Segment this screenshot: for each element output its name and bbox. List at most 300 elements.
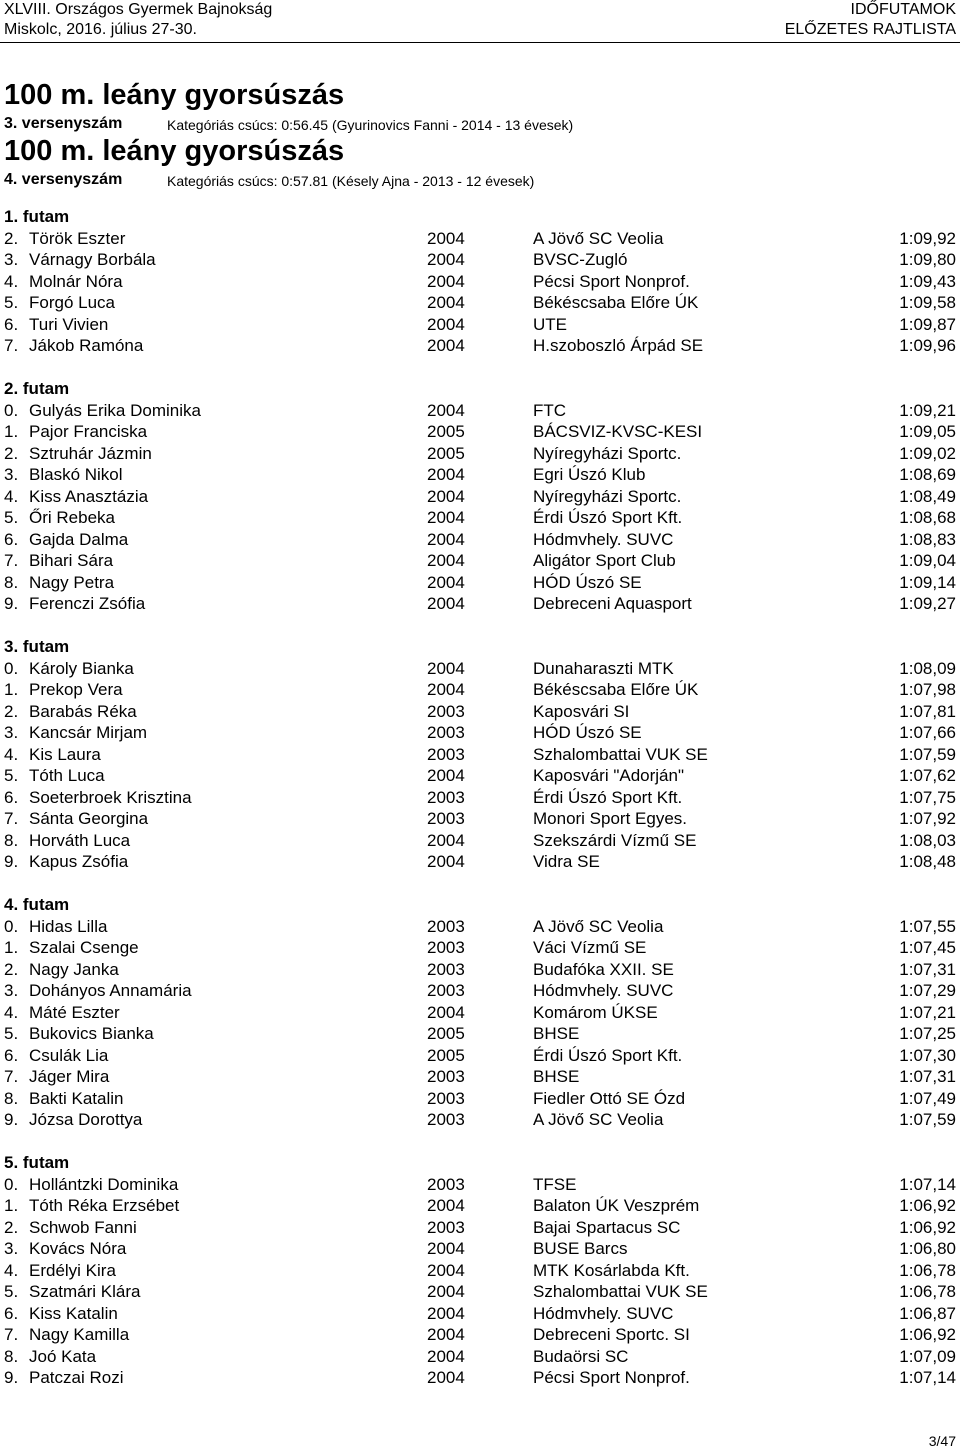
club-name: Vidra SE bbox=[533, 852, 600, 871]
birth-year: 2004 bbox=[427, 852, 465, 871]
club-name: Bajai Spartacus SC bbox=[533, 1217, 681, 1237]
entry-time: 1:06,87 bbox=[899, 1303, 956, 1323]
birth-year: 2004 bbox=[427, 658, 465, 678]
event-number: 4. versenyszám bbox=[4, 171, 123, 188]
birth-year: 2004 bbox=[427, 594, 465, 613]
swimmer-row bbox=[0, 400, 960, 422]
lane-number: 9. bbox=[4, 852, 19, 871]
swimmer-name: Várnagy Borbála bbox=[29, 250, 156, 269]
event-title: 100 m. leány gyorsúszás bbox=[4, 79, 345, 111]
swimmer-row bbox=[0, 550, 960, 572]
swimmer-row bbox=[0, 529, 960, 551]
lane-number: 3. bbox=[4, 1239, 19, 1258]
lane-number: 4. bbox=[4, 1260, 19, 1280]
lane-number: 1. bbox=[4, 680, 19, 699]
club-name: Érdi Úszó Sport Kft. bbox=[533, 787, 683, 807]
lane-number: 7. bbox=[4, 1325, 19, 1344]
heat-block bbox=[0, 1152, 960, 1389]
swimmer-row bbox=[0, 1303, 960, 1325]
swimmer-name: Józsa Dorottya bbox=[29, 1110, 143, 1129]
heat-list bbox=[0, 206, 960, 1410]
swimmer-name: Bihari Sára bbox=[29, 551, 114, 570]
birth-year: 2003 bbox=[427, 938, 465, 957]
lane-number: 9. bbox=[4, 594, 19, 613]
club-name: Békéscsaba Előre ÚK bbox=[533, 680, 699, 699]
club-name: Budaörsi SC bbox=[533, 1346, 629, 1366]
club-name: MTK Kosárlabda Kft. bbox=[533, 1260, 690, 1280]
entry-time: 1:07,14 bbox=[899, 1368, 956, 1387]
entry-time: 1:09,21 bbox=[899, 400, 956, 420]
swimmer-row bbox=[0, 486, 960, 508]
swimmer-row bbox=[0, 1109, 960, 1131]
club-name: Hódmvhely. SUVC bbox=[533, 1303, 674, 1323]
birth-year: 2004 bbox=[427, 400, 465, 420]
entry-time: 1:08,83 bbox=[899, 529, 956, 549]
entry-time: 1:09,58 bbox=[899, 293, 956, 312]
birth-year: 2003 bbox=[427, 744, 465, 764]
swimmer-row bbox=[0, 916, 960, 938]
swimmer-row bbox=[0, 765, 960, 787]
club-name: H.szoboszló Árpád SE bbox=[533, 336, 704, 355]
club-name: BHSE bbox=[533, 1024, 580, 1043]
entry-time: 1:06,80 bbox=[899, 1239, 956, 1258]
club-name: Dunaharaszti MTK bbox=[533, 658, 674, 678]
swimmer-name: Gajda Dalma bbox=[29, 529, 129, 549]
swimmer-row bbox=[0, 314, 960, 336]
lane-number: 8. bbox=[4, 830, 19, 850]
birth-year: 2003 bbox=[427, 1174, 465, 1194]
club-name: Váci Vízmű SE bbox=[533, 938, 647, 957]
lane-number: 9. bbox=[4, 1110, 19, 1129]
club-name: Egri Úszó Klub bbox=[533, 465, 646, 484]
swimmer-name: Gulyás Erika Dominika bbox=[29, 400, 201, 420]
swimmer-name: Kancsár Mirjam bbox=[29, 723, 148, 742]
birth-year: 2004 bbox=[427, 271, 465, 291]
entry-time: 1:08,69 bbox=[899, 465, 956, 484]
swimmer-row bbox=[0, 1045, 960, 1067]
heat-block bbox=[0, 894, 960, 1131]
swimmer-name: Nagy Kamilla bbox=[29, 1325, 130, 1344]
entry-time: 1:08,03 bbox=[899, 830, 956, 850]
competition-venue-date: Miskolc, 2016. július 27-30. bbox=[4, 21, 197, 38]
category-record: Kategóriás csúcs: 0:57.81 (Késely Ajna - 2013 - 12 évesek) bbox=[167, 173, 535, 189]
heat-title: 1. futam bbox=[4, 207, 70, 226]
entry-time: 1:08,48 bbox=[899, 852, 956, 871]
swimmer-name: Szatmári Klára bbox=[29, 1282, 141, 1301]
swimmer-row bbox=[0, 1174, 960, 1196]
swimmer-name: Jáger Mira bbox=[29, 1067, 110, 1086]
entry-time: 1:09,80 bbox=[899, 250, 956, 269]
heat-block bbox=[0, 206, 960, 357]
club-name: Nyíregyházi Sportc. bbox=[533, 486, 682, 506]
lane-number: 3. bbox=[4, 465, 19, 484]
page-header bbox=[0, 0, 960, 42]
swimmer-name: Kovács Nóra bbox=[29, 1239, 127, 1258]
swimmer-row bbox=[0, 1281, 960, 1303]
lane-number: 5. bbox=[4, 1024, 19, 1043]
entry-time: 1:09,43 bbox=[899, 271, 956, 291]
club-name: TFSE bbox=[533, 1174, 577, 1194]
entry-time: 1:09,87 bbox=[899, 314, 956, 334]
document-status: ELŐZETES RAJTLISTA bbox=[784, 21, 956, 38]
lane-number: 7. bbox=[4, 336, 19, 355]
swimmer-name: Dohányos Annamária bbox=[29, 981, 192, 1000]
swimmer-row bbox=[0, 1066, 960, 1088]
entry-time: 1:07,59 bbox=[899, 1110, 956, 1129]
birth-year: 2005 bbox=[427, 422, 465, 441]
club-name: Nyíregyházi Sportc. bbox=[533, 443, 682, 463]
club-name: Hódmvhely. SUVC bbox=[533, 981, 674, 1000]
lane-number: 2. bbox=[4, 959, 19, 979]
swimmer-name: Hollántzki Dominika bbox=[29, 1174, 179, 1194]
birth-year: 2003 bbox=[427, 1088, 465, 1108]
swimmer-row bbox=[0, 1195, 960, 1217]
birth-year: 2003 bbox=[427, 1217, 465, 1237]
club-name: BVSC-Zugló bbox=[533, 250, 628, 269]
swimmer-row bbox=[0, 679, 960, 701]
swimmer-name: Molnár Nóra bbox=[29, 271, 123, 291]
swimmer-row bbox=[0, 443, 960, 465]
birth-year: 2003 bbox=[427, 981, 465, 1000]
club-name: Debreceni Sportc. SI bbox=[533, 1325, 690, 1344]
lane-number: 8. bbox=[4, 572, 19, 592]
entry-time: 1:07,30 bbox=[899, 1045, 956, 1065]
entry-time: 1:07,49 bbox=[899, 1088, 956, 1108]
club-name: Fiedler Ottó SE Ózd bbox=[533, 1088, 686, 1108]
swimmer-row bbox=[0, 658, 960, 680]
swimmer-row bbox=[0, 593, 960, 615]
lane-number: 7. bbox=[4, 1067, 19, 1086]
swimmer-row bbox=[0, 1023, 960, 1045]
birth-year: 2004 bbox=[427, 486, 465, 506]
birth-year: 2003 bbox=[427, 787, 465, 807]
entry-time: 1:06,92 bbox=[899, 1325, 956, 1344]
lane-number: 0. bbox=[4, 916, 19, 936]
lane-number: 1. bbox=[4, 1196, 19, 1215]
swimmer-row bbox=[0, 335, 960, 357]
birth-year: 2004 bbox=[427, 1303, 465, 1323]
lane-number: 6. bbox=[4, 787, 19, 807]
swimmer-name: Szalai Csenge bbox=[29, 938, 139, 957]
swimmer-name: Ferenczi Zsófia bbox=[29, 594, 146, 613]
entry-time: 1:09,27 bbox=[899, 594, 956, 613]
swimmer-name: Horváth Luca bbox=[29, 830, 131, 850]
swimmer-name: Nagy Petra bbox=[29, 572, 115, 592]
swimmer-row bbox=[0, 1217, 960, 1239]
lane-number: 9. bbox=[4, 1368, 19, 1387]
event-number: 3. versenyszám bbox=[4, 115, 123, 132]
birth-year: 2003 bbox=[427, 809, 465, 828]
entry-time: 1:06,78 bbox=[899, 1282, 956, 1301]
birth-year: 2004 bbox=[427, 1260, 465, 1280]
club-name: FTC bbox=[533, 400, 567, 420]
lane-number: 4. bbox=[4, 744, 19, 764]
lane-number: 4. bbox=[4, 271, 19, 291]
club-name: Pécsi Sport Nonprof. bbox=[533, 271, 690, 291]
entry-time: 1:07,81 bbox=[899, 701, 956, 721]
swimmer-row bbox=[0, 421, 960, 443]
birth-year: 2003 bbox=[427, 916, 465, 936]
lane-number: 5. bbox=[4, 293, 19, 312]
swimmer-row bbox=[0, 464, 960, 486]
swimmer-row bbox=[0, 701, 960, 723]
lane-number: 3. bbox=[4, 250, 19, 269]
swimmer-row bbox=[0, 1346, 960, 1368]
entry-time: 1:09,02 bbox=[899, 443, 956, 463]
event-subheader bbox=[4, 170, 535, 190]
swimmer-row bbox=[0, 271, 960, 293]
swimmer-name: Turi Vivien bbox=[29, 314, 109, 334]
birth-year: 2004 bbox=[427, 1239, 465, 1258]
entry-time: 1:07,31 bbox=[899, 1067, 956, 1086]
birth-year: 2004 bbox=[427, 314, 465, 334]
lane-number: 6. bbox=[4, 529, 19, 549]
swimmer-name: Károly Bianka bbox=[29, 658, 134, 678]
birth-year: 2004 bbox=[427, 572, 465, 592]
swimmer-name: Kiss Anasztázia bbox=[29, 486, 149, 506]
lane-number: 4. bbox=[4, 486, 19, 506]
swimmer-row bbox=[0, 1367, 960, 1389]
club-name: A Jövő SC Veolia bbox=[533, 916, 664, 936]
birth-year: 2004 bbox=[427, 508, 465, 527]
club-name: Aligátor Sport Club bbox=[533, 551, 676, 570]
club-name: A Jövő SC Veolia bbox=[533, 228, 664, 248]
document-type: IDŐFUTAMOK bbox=[850, 1, 956, 18]
lane-number: 1. bbox=[4, 422, 19, 441]
lane-number: 2. bbox=[4, 443, 19, 463]
lane-number: 5. bbox=[4, 508, 19, 527]
entry-time: 1:07,75 bbox=[899, 787, 956, 807]
birth-year: 2004 bbox=[427, 465, 465, 484]
entry-time: 1:07,29 bbox=[899, 981, 956, 1000]
swimmer-name: Patczai Rozi bbox=[29, 1368, 124, 1387]
swimmer-name: Erdélyi Kira bbox=[29, 1260, 116, 1280]
lane-number: 6. bbox=[4, 314, 19, 334]
swimmer-name: Forgó Luca bbox=[29, 293, 115, 312]
club-name: Érdi Úszó Sport Kft. bbox=[533, 1045, 683, 1065]
swimmer-name: Sánta Georgina bbox=[29, 809, 149, 828]
birth-year: 2004 bbox=[427, 336, 465, 355]
entry-time: 1:07,45 bbox=[899, 938, 956, 957]
swimmer-row bbox=[0, 851, 960, 873]
birth-year: 2004 bbox=[427, 1282, 465, 1301]
birth-year: 2003 bbox=[427, 701, 465, 721]
lane-number: 5. bbox=[4, 1282, 19, 1301]
swimmer-row bbox=[0, 808, 960, 830]
swimmer-row bbox=[0, 1088, 960, 1110]
birth-year: 2003 bbox=[427, 959, 465, 979]
event-title: 100 m. leány gyorsúszás bbox=[4, 135, 345, 167]
entry-time: 1:09,92 bbox=[899, 228, 956, 248]
swimmer-row bbox=[0, 1324, 960, 1346]
club-name: BHSE bbox=[533, 1067, 580, 1086]
header-divider bbox=[0, 42, 960, 43]
swimmer-name: Kis Laura bbox=[29, 744, 101, 764]
entry-time: 1:07,98 bbox=[899, 680, 956, 699]
lane-number: 0. bbox=[4, 658, 19, 678]
club-name: Debreceni Aquasport bbox=[533, 594, 692, 613]
birth-year: 2005 bbox=[427, 1024, 465, 1043]
club-name: A Jövő SC Veolia bbox=[533, 1110, 664, 1129]
entry-time: 1:07,14 bbox=[899, 1174, 956, 1194]
swimmer-name: Tóth Luca bbox=[29, 766, 105, 785]
heat-title: 4. futam bbox=[4, 895, 70, 914]
lane-number: 6. bbox=[4, 1303, 19, 1323]
swimmer-name: Kapus Zsófia bbox=[29, 852, 129, 871]
heat-block bbox=[0, 636, 960, 873]
heat-title: 3. futam bbox=[4, 637, 70, 656]
swimmer-row bbox=[0, 787, 960, 809]
lane-number: 2. bbox=[4, 228, 19, 248]
birth-year: 2004 bbox=[427, 680, 465, 699]
club-name: Érdi Úszó Sport Kft. bbox=[533, 508, 683, 527]
swimmer-row bbox=[0, 1238, 960, 1260]
club-name: Komárom ÚKSE bbox=[533, 1002, 658, 1022]
club-name: HÓD Úszó SE bbox=[533, 723, 642, 742]
swimmer-name: Tóth Réka Erzsébet bbox=[29, 1196, 180, 1215]
birth-year: 2003 bbox=[427, 1110, 465, 1129]
club-name: Kaposvári SI bbox=[533, 701, 630, 721]
lane-number: 0. bbox=[4, 400, 19, 420]
swimmer-name: Hidas Lilla bbox=[29, 916, 108, 936]
swimmer-row bbox=[0, 722, 960, 744]
swimmer-row bbox=[0, 1260, 960, 1282]
lane-number: 2. bbox=[4, 701, 19, 721]
entry-time: 1:07,09 bbox=[899, 1346, 956, 1366]
swimmer-row bbox=[0, 980, 960, 1002]
swimmer-name: Jákob Ramóna bbox=[29, 336, 144, 355]
swimmer-name: Pajor Franciska bbox=[29, 422, 148, 441]
swimmer-row bbox=[0, 507, 960, 529]
entry-time: 1:08,09 bbox=[899, 658, 956, 678]
lane-number: 4. bbox=[4, 1002, 19, 1022]
club-name: Monori Sport Egyes. bbox=[533, 809, 688, 828]
birth-year: 2004 bbox=[427, 1325, 465, 1344]
club-name: Balaton ÚK Veszprém bbox=[533, 1196, 700, 1215]
heat-block bbox=[0, 378, 960, 615]
swimmer-row bbox=[0, 830, 960, 852]
lane-number: 0. bbox=[4, 1174, 19, 1194]
swimmer-row bbox=[0, 744, 960, 766]
swimmer-name: Prekop Vera bbox=[29, 680, 123, 699]
swimmer-name: Őri Rebeka bbox=[29, 508, 115, 527]
event-subheader bbox=[4, 114, 574, 134]
swimmer-row bbox=[0, 228, 960, 250]
birth-year: 2004 bbox=[427, 1196, 465, 1215]
birth-year: 2005 bbox=[427, 443, 465, 463]
heat-title: 5. futam bbox=[4, 1153, 70, 1172]
lane-number: 2. bbox=[4, 1217, 19, 1237]
birth-year: 2004 bbox=[427, 830, 465, 850]
lane-number: 7. bbox=[4, 809, 19, 828]
swimmer-name: Csulák Lia bbox=[29, 1045, 109, 1065]
competition-title: XLVIII. Országos Gyermek Bajnokság bbox=[4, 1, 273, 18]
birth-year: 2003 bbox=[427, 1067, 465, 1086]
entry-time: 1:09,05 bbox=[899, 422, 956, 441]
birth-year: 2004 bbox=[427, 250, 465, 269]
swimmer-name: Bakti Katalin bbox=[29, 1088, 124, 1108]
entry-time: 1:06,92 bbox=[899, 1196, 956, 1215]
club-name: Szhalombattai VUK SE bbox=[533, 1282, 708, 1301]
entry-time: 1:07,92 bbox=[899, 809, 956, 828]
club-name: Békéscsaba Előre ÚK bbox=[533, 293, 699, 312]
club-name: Szekszárdi Vízmű SE bbox=[533, 830, 697, 850]
entry-time: 1:09,14 bbox=[899, 572, 956, 592]
club-name: Budafóka XXII. SE bbox=[533, 959, 674, 979]
entry-time: 1:06,78 bbox=[899, 1260, 956, 1280]
club-name: Hódmvhely. SUVC bbox=[533, 529, 674, 549]
entry-time: 1:07,55 bbox=[899, 916, 956, 936]
birth-year: 2003 bbox=[427, 723, 465, 742]
lane-number: 8. bbox=[4, 1088, 19, 1108]
entry-time: 1:07,25 bbox=[899, 1024, 956, 1043]
lane-number: 8. bbox=[4, 1346, 19, 1366]
swimmer-name: Sztruhár Jázmin bbox=[29, 443, 152, 463]
swimmer-row bbox=[0, 959, 960, 981]
heat-title: 2. futam bbox=[4, 379, 70, 398]
swimmer-row bbox=[0, 937, 960, 959]
club-name: UTE bbox=[533, 314, 567, 334]
swimmer-name: Schwob Fanni bbox=[29, 1217, 137, 1237]
club-name: Kaposvári "Adorján" bbox=[533, 766, 684, 785]
swimmer-name: Barabás Réka bbox=[29, 701, 137, 721]
birth-year: 2004 bbox=[427, 228, 465, 248]
swimmer-row bbox=[0, 292, 960, 314]
swimmer-name: Máté Eszter bbox=[29, 1002, 120, 1022]
swimmer-name: Blaskó Nikol bbox=[29, 465, 123, 484]
birth-year: 2004 bbox=[427, 1002, 465, 1022]
swimmer-name: Nagy Janka bbox=[29, 959, 119, 979]
club-name: Szhalombattai VUK SE bbox=[533, 744, 708, 764]
swimmer-name: Soeterbroek Krisztina bbox=[29, 787, 192, 807]
swimmer-row bbox=[0, 572, 960, 594]
entry-time: 1:07,66 bbox=[899, 723, 956, 742]
lane-number: 3. bbox=[4, 981, 19, 1000]
birth-year: 2004 bbox=[427, 551, 465, 570]
birth-year: 2004 bbox=[427, 529, 465, 549]
entry-time: 1:07,59 bbox=[899, 744, 956, 764]
club-name: BUSE Barcs bbox=[533, 1239, 628, 1258]
page-number: 3/47 bbox=[928, 1433, 956, 1449]
birth-year: 2005 bbox=[427, 1045, 465, 1065]
entry-time: 1:08,68 bbox=[899, 508, 956, 527]
club-name: HÓD Úszó SE bbox=[533, 572, 642, 592]
swimmer-name: Joó Kata bbox=[29, 1346, 97, 1366]
swimmer-name: Török Eszter bbox=[29, 228, 126, 248]
category-record: Kategóriás csúcs: 0:56.45 (Gyurinovics Fanni - 2014 - 13 évesek) bbox=[167, 117, 574, 133]
club-name: Pécsi Sport Nonprof. bbox=[533, 1368, 690, 1387]
birth-year: 2004 bbox=[427, 1346, 465, 1366]
lane-number: 6. bbox=[4, 1045, 19, 1065]
swimmer-row bbox=[0, 1002, 960, 1024]
entry-time: 1:06,92 bbox=[899, 1217, 956, 1237]
entry-time: 1:07,21 bbox=[899, 1002, 956, 1022]
entry-time: 1:08,49 bbox=[899, 486, 956, 506]
entry-time: 1:07,62 bbox=[899, 766, 956, 785]
entry-time: 1:09,96 bbox=[899, 336, 956, 355]
entry-time: 1:09,04 bbox=[899, 551, 956, 570]
swimmer-name: Kiss Katalin bbox=[29, 1303, 118, 1323]
lane-number: 5. bbox=[4, 766, 19, 785]
entry-time: 1:07,31 bbox=[899, 959, 956, 979]
birth-year: 2004 bbox=[427, 766, 465, 785]
lane-number: 7. bbox=[4, 551, 19, 570]
birth-year: 2004 bbox=[427, 293, 465, 312]
swimmer-row bbox=[0, 249, 960, 271]
birth-year: 2004 bbox=[427, 1368, 465, 1387]
lane-number: 3. bbox=[4, 723, 19, 742]
lane-number: 1. bbox=[4, 938, 19, 957]
